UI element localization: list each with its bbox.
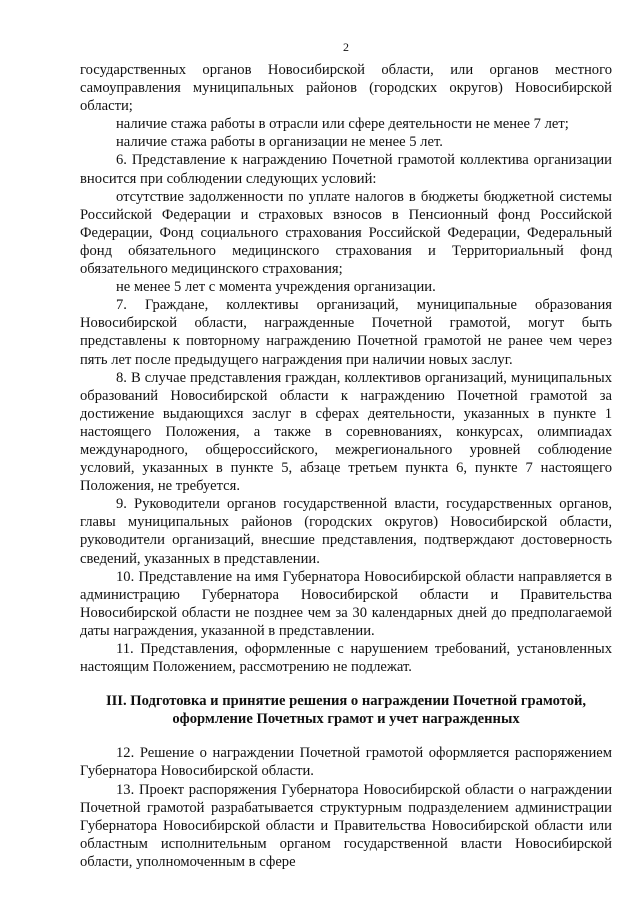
document-body xyxy=(80,61,612,871)
paragraph: не менее 5 лет с момента учреждения организации. xyxy=(116,279,436,296)
paragraph: наличие стажа работы в организации не менее 5 лет. xyxy=(116,134,443,151)
paragraph: 11. Представления, оформленные с нарушением требований, установленных настоящим Положением, рассмотрению не подлежат. xyxy=(80,641,612,676)
paragraph: 7. Граждане, коллективы организаций, муниципальные образования Новосибирской области, награжденные Почетной грамотой, могут быть представлены к повторному награждению Почетной грамотой не ранее чем через пять лет после предыдущего награждения при наличии новых заслуг. xyxy=(80,297,612,368)
paragraph: отсутствие задолженности по уплате налогов в бюджеты бюджетной системы Российской Федерации и страховых взносов в Пенсионный фонд Российской Федерации, Фонд социального страхования Российской Федерации, Федеральный фонд обязательного медицинского страхования и Территориальный фонд обязательного медицинского страхования; xyxy=(80,188,612,278)
paragraph: 6. Представление к награждению Почетной грамотой коллектива организации вносится при соблюдении следующих условий: xyxy=(80,152,612,187)
section-heading-line: оформление Почетных грамот и учет награжденных xyxy=(172,711,520,728)
page-number: 2 xyxy=(343,40,349,54)
paragraph: 12. Решение о награждении Почетной грамотой оформляется распоряжением Губернатора Новосибирской области. xyxy=(80,745,612,780)
paragraph: 8. В случае представления граждан, коллективов организаций, муниципальных образований Новосибирской области к награждению Почетной грамотой за достижение выдающихся заслуг в сферах деятельности, указанных в пункте 1 настоящего Положения, а также в соревнованиях, конкурсах, олимпиадах международного, общероссийского, межрегионального уровней соблюдение условий, указанных в пункте 5, абзаце третьем пункта 6, пункте 7 настоящего Положения, не требуется. xyxy=(80,369,612,495)
paragraph: 13. Проект распоряжения Губернатора Новосибирской области о награждении Почетной грамотой разрабатывается структурным подразделением администрации Губернатора Новосибирской области и Правительства Новосибирской области или областным исполнительным органом государственной власти Новосибирской области, уполномоченным в сфере xyxy=(80,781,612,870)
section-heading-line: III. Подготовка и принятие решения о награждении Почетной грамотой, xyxy=(105,693,587,710)
paragraph: государственных органов Новосибирской области, или органов местного самоуправления муниципальных районов (городских округов) Новосибирской области; xyxy=(80,62,612,115)
paragraph: 9. Руководители органов государственной власти, государственных органов, главы муниципальных районов (городских округов) Новосибирской области, руководители организаций, внесшие представления, подтверждают достоверность сведений, указанных в представлении. xyxy=(80,496,612,567)
paragraph: 10. Представление на имя Губернатора Новосибирской области направляется в администрацию Губернатора Новосибирской области и Правительства Новосибирской области не позднее чем за 30 календарных дней до предполагаемой даты награждения, указанной в представлении. xyxy=(80,568,612,639)
paragraph: наличие стажа работы в отрасли или сфере деятельности не менее 7 лет; xyxy=(116,116,569,133)
document-page xyxy=(80,0,612,905)
section-heading xyxy=(80,692,612,728)
